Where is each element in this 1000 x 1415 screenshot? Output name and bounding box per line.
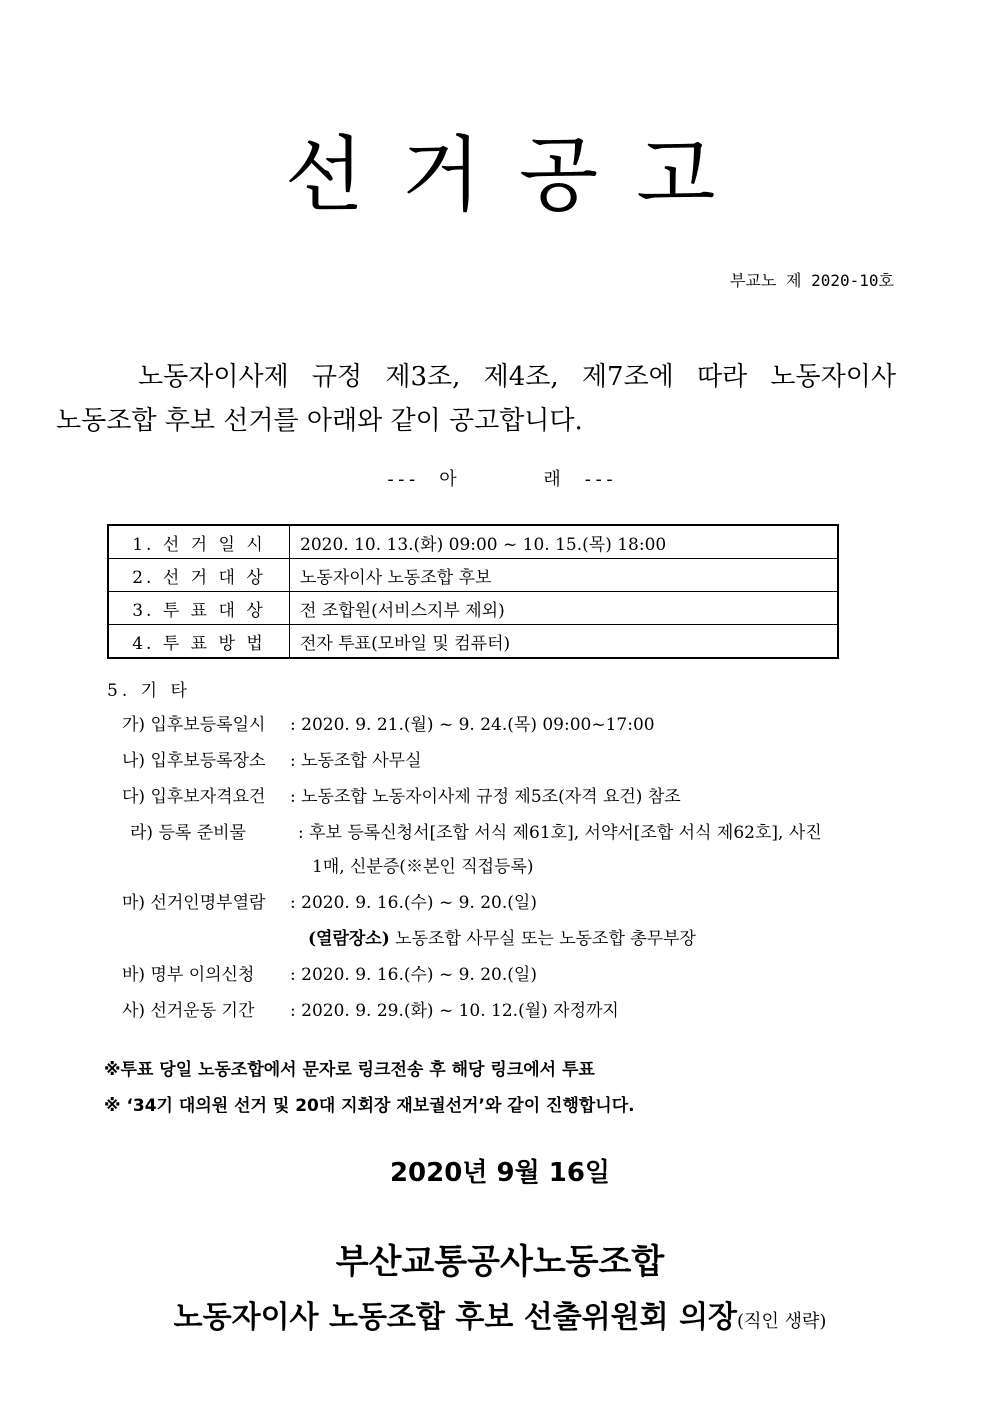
page-title: 선거공고: [284, 128, 754, 223]
election-info-table: [107, 524, 839, 659]
note-joint-election: ※ ‘34기 대의원 선거 및 20대 지회장 재보궐선거’와 같이 진행합니다.: [104, 1096, 635, 1116]
item-label: 라) 등록 준비물: [130, 823, 246, 843]
misc-heading: 5. 기 타: [107, 681, 191, 701]
chair-title: 노동자이사 노동조합 후보 선출위원회 의장: [173, 1300, 738, 1335]
item-continuation: [308, 924, 696, 949]
table-row: [108, 559, 838, 592]
item-value: : 2020. 9. 21.(월) ~ 9. 24.(목) 09:00~17:00: [290, 715, 655, 735]
item-label: 사) 선거운동 기간: [122, 1001, 255, 1021]
section-divider: --- 아 래 ---: [385, 469, 615, 490]
announcement-date: 2020년 9월 16일: [389, 1158, 611, 1188]
item-value: : 후보 등록신청서[조합 서식 제61호], 서약서[조합 서식 제62호], 사진: [298, 823, 822, 843]
table-row: [108, 625, 838, 659]
viewing-place-label: (열람장소): [308, 929, 390, 949]
item-value: : 2020. 9. 16.(수) ~ 9. 20.(일): [290, 893, 537, 913]
intro-line-2: 노동조합 후보 선거를 아래와 같이 공고합니다.: [56, 406, 583, 436]
row-value: 전 조합원(서비스지부 제외): [290, 592, 839, 625]
item-label: 바) 명부 이의신청: [122, 965, 255, 985]
document-number: 부교노 제 2020-10호: [730, 271, 894, 290]
item-label: 마) 선거인명부열람: [122, 893, 266, 913]
note-voting-link: ※투표 당일 노동조합에서 문자로 링크전송 후 해당 링크에서 투표: [104, 1060, 595, 1080]
item-label: 나) 입후보등록장소: [122, 751, 266, 771]
row-key: 2. 선 거 대 상: [108, 559, 290, 592]
table-row: [108, 525, 838, 559]
committee-chair: [0, 1292, 1000, 1336]
row-value: 전자 투표(모바일 및 컴퓨터): [290, 625, 839, 659]
item-value: : 노동조합 노동자이사제 규정 제5조(자격 요건) 참조: [290, 787, 681, 807]
viewing-place-value: 노동조합 사무실 또는 노동조합 총무부장: [389, 929, 696, 949]
item-label: 가) 입후보등록일시: [122, 715, 266, 735]
row-key: 3. 투 표 대 상: [108, 592, 290, 625]
row-key: 1. 선 거 일 시: [108, 525, 290, 559]
item-label: 다) 입후보자격요건: [122, 787, 266, 807]
row-key: 4. 투 표 방 법: [108, 625, 290, 659]
intro-line-1: 노동자이사제 규정 제3조, 제4조, 제7조에 따라 노동자이사: [138, 362, 896, 392]
table-row: [108, 592, 838, 625]
seal-omitted-note: (직인 생략): [737, 1311, 827, 1332]
row-value: 2020. 10. 13.(화) 09:00 ~ 10. 15.(목) 18:00: [290, 525, 839, 559]
item-value: : 2020. 9. 16.(수) ~ 9. 20.(일): [290, 965, 537, 985]
row-value: 노동자이사 노동조합 후보: [290, 559, 839, 592]
organization-name: 부산교통공사노동조합: [335, 1242, 665, 1282]
item-value: : 노동조합 사무실: [290, 751, 422, 771]
item-value: : 2020. 9. 29.(화) ~ 10. 12.(월) 자정까지: [290, 1001, 619, 1021]
item-continuation: 1매, 신분증(※본인 직접등록): [312, 857, 534, 877]
